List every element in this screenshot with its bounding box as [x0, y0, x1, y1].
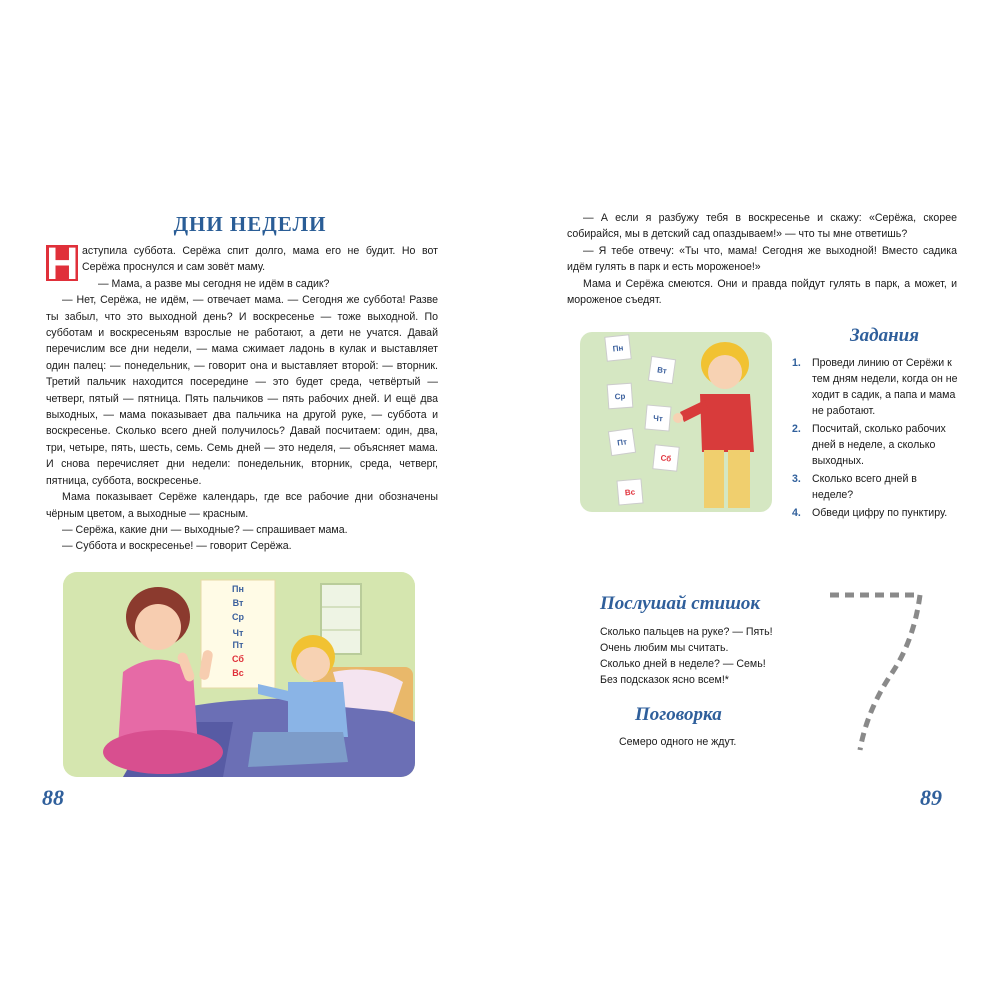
story-text-left: [46, 238, 438, 555]
story-text-right: [567, 210, 957, 308]
day-card: Пт: [616, 437, 628, 448]
page-number-left: 88: [42, 785, 64, 810]
story-paragraph: Н аступила суббота. Серёжа спит долго, мама его не будит. Но вот Серёжа проснулся и сам зовёт маму.: [46, 238, 438, 289]
task-number: 4.: [792, 507, 801, 519]
drop-cap: Н: [46, 238, 79, 289]
task-text: Сколько всего дней в неделе?: [812, 473, 917, 501]
task-item: [790, 505, 960, 521]
task-number: 2.: [792, 423, 801, 435]
story-paragraph: — Мама, а разве мы сегодня не идём в садик?: [98, 277, 330, 290]
chapter-title: ДНИ НЕДЕЛИ: [173, 212, 327, 236]
calendar-day: Пт: [232, 640, 244, 650]
poem-line: Очень любим мы считать.: [600, 642, 729, 654]
poem-title: Послушай стишок: [600, 593, 761, 614]
story-paragraph: — А если я разбужу тебя в воскресенье и скажу: «Серёжа, скорее собирайся, мы в детский сад опаздываем!» — что ты мне ответишь?: [567, 212, 957, 241]
day-card-weekend: Сб: [660, 453, 672, 464]
poem-line: Сколько дней в неделе? — Семь!: [600, 658, 766, 670]
tasks-title: Задания: [850, 325, 919, 346]
story-paragraph: — Я тебе отвечу: «Ты что, мама! Сегодня же выходной! Вместо садика идём гулять в парк и есть мороженое!»: [567, 244, 957, 274]
story-paragraph: Мама показывает Серёже календарь, где все рабочие дни обозначены чёрным цветом, а выходные — красным.: [46, 491, 438, 520]
tracing-digit-seven[interactable]: [822, 585, 942, 760]
task-text: Обведи цифру по пунктиру.: [812, 507, 948, 519]
calendar-day: Пн: [232, 584, 244, 594]
day-card: Чт: [652, 413, 664, 424]
left-page: [0, 200, 500, 825]
task-item: [790, 471, 960, 503]
task-text: Посчитай, сколько рабочих дней в неделе, а сколько выходных.: [812, 423, 946, 467]
proverb-text: Семеро одного не ждут.: [619, 736, 737, 748]
story-paragraph: — Суббота и воскресенье! — говорит Серёжа.: [62, 540, 292, 553]
poem: [600, 624, 773, 688]
boy-with-day-cards-illustration: [580, 332, 772, 512]
calendar-day: Вт: [232, 598, 244, 608]
day-card: Ср: [614, 391, 626, 402]
task-item: [790, 355, 960, 419]
story-paragraph: — Серёжа, какие дни — выходные? — спрашивает мама.: [62, 523, 348, 536]
calendar-day-weekend: Сб: [232, 654, 244, 664]
calendar-day: Чт: [232, 628, 244, 638]
poem-line: Сколько пальцев на руке? — Пять!: [600, 626, 773, 638]
task-item: [790, 421, 960, 469]
task-number: 3.: [792, 473, 801, 485]
story-paragraph: Мама и Серёжа смеются. Они и правда пойдут гулять в парк, а может, и мороженое съедят.: [567, 277, 957, 307]
proverb-title: Поговорка: [635, 704, 722, 725]
poem-line: Без подсказок ясно всем!*: [600, 674, 729, 686]
task-number: 1.: [792, 357, 801, 369]
calendar-day: Ср: [232, 612, 244, 622]
page-number-right: 89: [920, 785, 942, 810]
right-page: [500, 200, 1000, 825]
day-card: Пн: [612, 343, 624, 354]
task-text: Проведи линию от Серёжи к тем дням недели, когда он не ходит в садик, а папа и мама не работают.: [812, 357, 958, 417]
calendar-day-weekend: Вс: [232, 668, 244, 678]
story-paragraph: — Нет, Серёжа, не идём, — отвечает мама. — Сегодня же суббота! Разве ты забыл, что это выходной день? И воскресенье — тоже выходной. По субботам и воскресеньям взрослые не работают, а дети не учатся. Давай перечислим все дни недели, — мама сжимает ладонь в кулак и выставляет один палец: — понедельник, — говорит она и выставляет второй: — вторник. Третий пальчик находится посередине — это будет среда, четвёртый — четверг, пятый — пятница. Пять пальчиков — пять рабочих дней. И ещё два выходных, — мама показывает два пальчика на другой руке, — суббота и воскресенье. Сколько всего дней получилось? Давай посчитаем: один, два, три, четыре, пять, шесть, семь. Семь дней — это неделя, — объясняет мама. И снова перечисляет дни недели: понедельник, вторник, среда, четверг, пятница, суббота, воскресенье.: [46, 294, 438, 487]
day-card: Вт: [656, 365, 668, 376]
tasks-list: [790, 355, 960, 523]
mom-and-boy-illustration: [63, 572, 415, 777]
day-card-weekend: Вс: [624, 487, 636, 498]
